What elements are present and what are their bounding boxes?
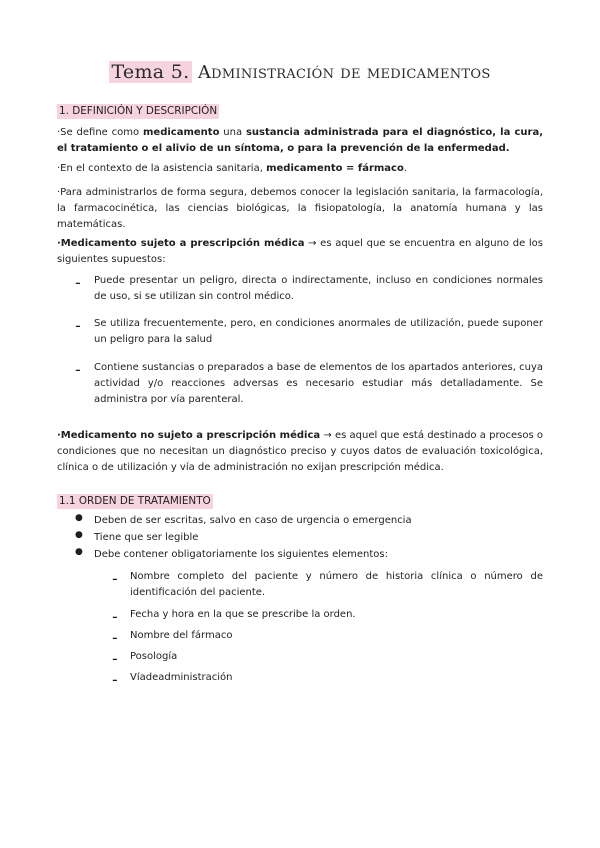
dash-marker: - <box>112 628 118 647</box>
dash-marker: - <box>112 607 118 626</box>
paragraph-safe-administration: ·Para administrarlos de forma segura, debemos conocer la legislación sanitaria, la farmacología, la farmacocinética, las ciencias biológicas, la fisiopatología, la anatomía humana y las matemáticas. <box>57 187 543 230</box>
dash-marker: - <box>112 670 118 689</box>
dash-marker: - <box>75 273 81 292</box>
sub-list-item: - Nombre completo del paciente y número de historia clínica o número de identificación del paciente. <box>112 569 543 598</box>
sub-list-item: - Víadeadministración <box>112 670 233 689</box>
sub-list-item: - Posología <box>112 649 178 668</box>
title-text: Administración de medicamentos <box>197 62 491 83</box>
dash-marker: - <box>75 360 81 379</box>
bullet-item: ● Deben de ser escritas, salvo en caso de urgencia o emergencia <box>75 513 412 526</box>
bullet-item: ● Debe contener obligatoriamente los siguientes elementos: <box>75 547 388 560</box>
list-item: - Contiene sustancias o preparados a base de elementos de los apartados anteriores, cuya actividad y/o reacciones adversas es necesario estudiar más detalladamente. Se administra por vía parenteral. <box>75 360 543 405</box>
sub-list-item: - Nombre del fármaco <box>112 628 233 647</box>
paragraph-definition: ·Se define como medicamento una sustancia administrada para el diagnóstico, la cura, el tratamiento o el alivio de un síntoma, o para la prevención de la enfermedad. <box>57 127 543 154</box>
title-topic-number: Tema 5. <box>111 61 190 83</box>
section-heading-definition: 1. DEFINICIÓN Y DESCRIPCIÓN <box>59 105 218 117</box>
bullet-marker: ● <box>75 530 83 540</box>
page-title <box>57 58 543 87</box>
paragraph-prescription-required: ·Medicamento sujeto a prescripción médica → es aquel que se encuentra en alguno de los siguientes supuestos: <box>57 238 543 265</box>
paragraph-no-prescription: ·Medicamento no sujeto a prescripción médica → es aquel que está destinado a procesos o condiciones que no necesitan un diagnóstico preciso y cuyos datos de evaluación toxicológica, clínica o de utilización y vía de administración no exijan prescripción médica. <box>57 430 543 473</box>
sub-list-item: - Fecha y hora en la que se prescribe la orden. <box>112 607 356 626</box>
list-item: - Se utiliza frecuentemente, pero, en condiciones anormales de utilización, puede suponer un peligro para la salud <box>75 316 543 345</box>
bullet-marker: ● <box>75 547 83 557</box>
document-page <box>57 0 543 689</box>
bullet-marker: ● <box>75 513 83 523</box>
dash-marker: - <box>112 649 118 668</box>
paragraph-context: ·En el contexto de la asistencia sanitaria, medicamento = fármaco. <box>57 163 408 174</box>
dash-marker: - <box>112 569 118 588</box>
section-heading-treatment-order: 1.1 ORDEN DE TRATAMIENTO <box>59 495 211 507</box>
bullet-item: ● Tiene que ser legible <box>75 530 199 543</box>
list-item: - Puede presentar un peligro, directa o indirectamente, incluso en condiciones normales de uso, si se utilizan sin control médico. <box>75 273 543 302</box>
dash-marker: - <box>75 316 81 335</box>
